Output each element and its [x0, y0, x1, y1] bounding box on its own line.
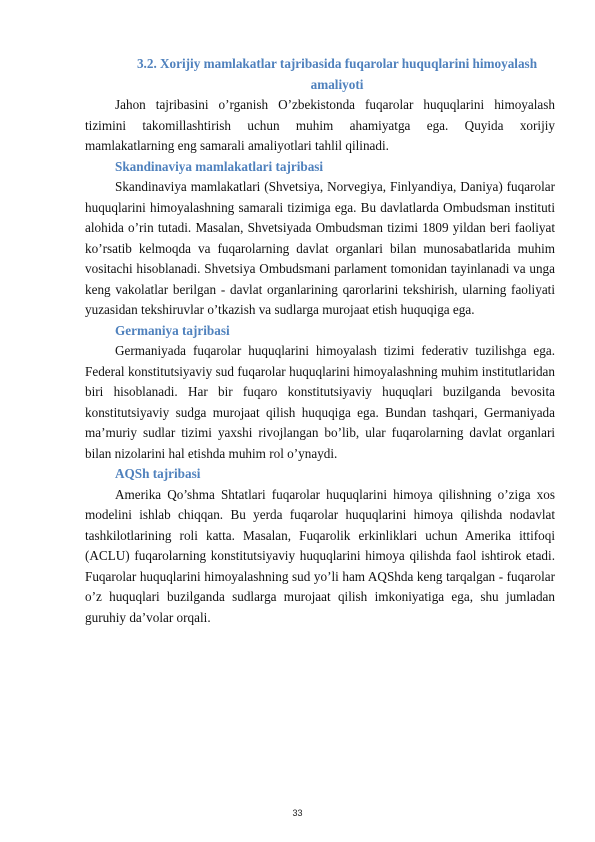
subheading-scandinavia: Skandinaviya mamlakatlari tajribasi — [115, 158, 324, 174]
section-title-line2: amaliyoti — [310, 76, 364, 92]
subheading-germany: Germaniya tajribasi — [115, 322, 230, 338]
paragraph-scandinavia: Skandinaviya mamlakatlari (Shvetsiya, Norvegiya, Finlyandiya, Daniya) fuqarolar huquqlarini himoyalashning samarali tizimiga ega. Bu davlatlarda Ombudsman instituti alohida o’rin tutadi. Masalan, Shvetsiyada Ombudsman tizimi 1809 yildan beri faoliyat ko’rsatib kelmoqda va fuqarolarning davlat organlari bilan munosabatlarida muhim vositachi hisoblanadi. Shvetsiya Ombudsmani parlament tomonidan tayinlanadi va unga keng vakolatlar berilgan - davlat organlarining qarorlarini tekshirish, ularning faoliyati yuzasidan tekshiruvlar o’tkazish va sudlarga murojaat etish huquqiga ega. — [85, 179, 555, 317]
subheading-usa: AQSh tajribasi — [115, 466, 201, 481]
section-title-line1: 3.2. Xorijiy mamlakatlar tajribasida fuqarolar huquqlarini himoyalash — [136, 56, 538, 71]
page-content — [85, 54, 555, 628]
intro-paragraph: Jahon tajribasini o’rganish O’zbekistonda fuqarolar huquqlarini himoyalash tizimini takomillashtirish uchun muhim ahamiyatga ega. Quyida xorijiy mamlakatlarning eng samarali amaliyotlari tahlil qilinadi. — [85, 97, 555, 153]
paragraph-germany: Germaniyada fuqarolar huquqlarini himoyalash tizimi federativ tuzilishga ega. Federal konstitutsiyaviy sud fuqarolar huquqlarini himoyalashning muhim institutlaridan biri hisoblanadi. Har bir fuqaro konstitutsiyaviy huquqlari buzilganda bevosita konstitutsiyaviy sudga murojaat qilish huquqiga ega. Bundan tashqari, Germaniyada ma’muriy sudlar tizimi yaxshi rivojlangan bo’lib, ular fuqarolarning davlat organlari bilan nizolarini hal etishda muhim rol o’ynaydi. — [85, 343, 555, 461]
section-title — [85, 54, 555, 95]
page-number: 33 — [292, 808, 303, 818]
paragraph-usa: Amerika Qo’shma Shtatlari fuqarolar huquqlarini himoya qilishning o’ziga xos modelini ishlab chiqqan. Bu yerda fuqarolar huquqlarini himoya qilishda nodavlat tashkilotlarining roli katta. Masalan, Fuqarolik erkinliklari uchun Amerika ittifoqi (ACLU) fuqarolarning konstitutsiyaviy huquqlarini himoya qilishda faol ishtirok etadi. Fuqarolar huquqlarini himoyalashning sud yo’li ham AQShda keng tarqalgan - fuqarolar o’z huquqlari buzilganda sudlarga murojaat qilish imkoniyatiga ega, shu jumladan guruhiy da’volar orqali. — [85, 486, 555, 625]
